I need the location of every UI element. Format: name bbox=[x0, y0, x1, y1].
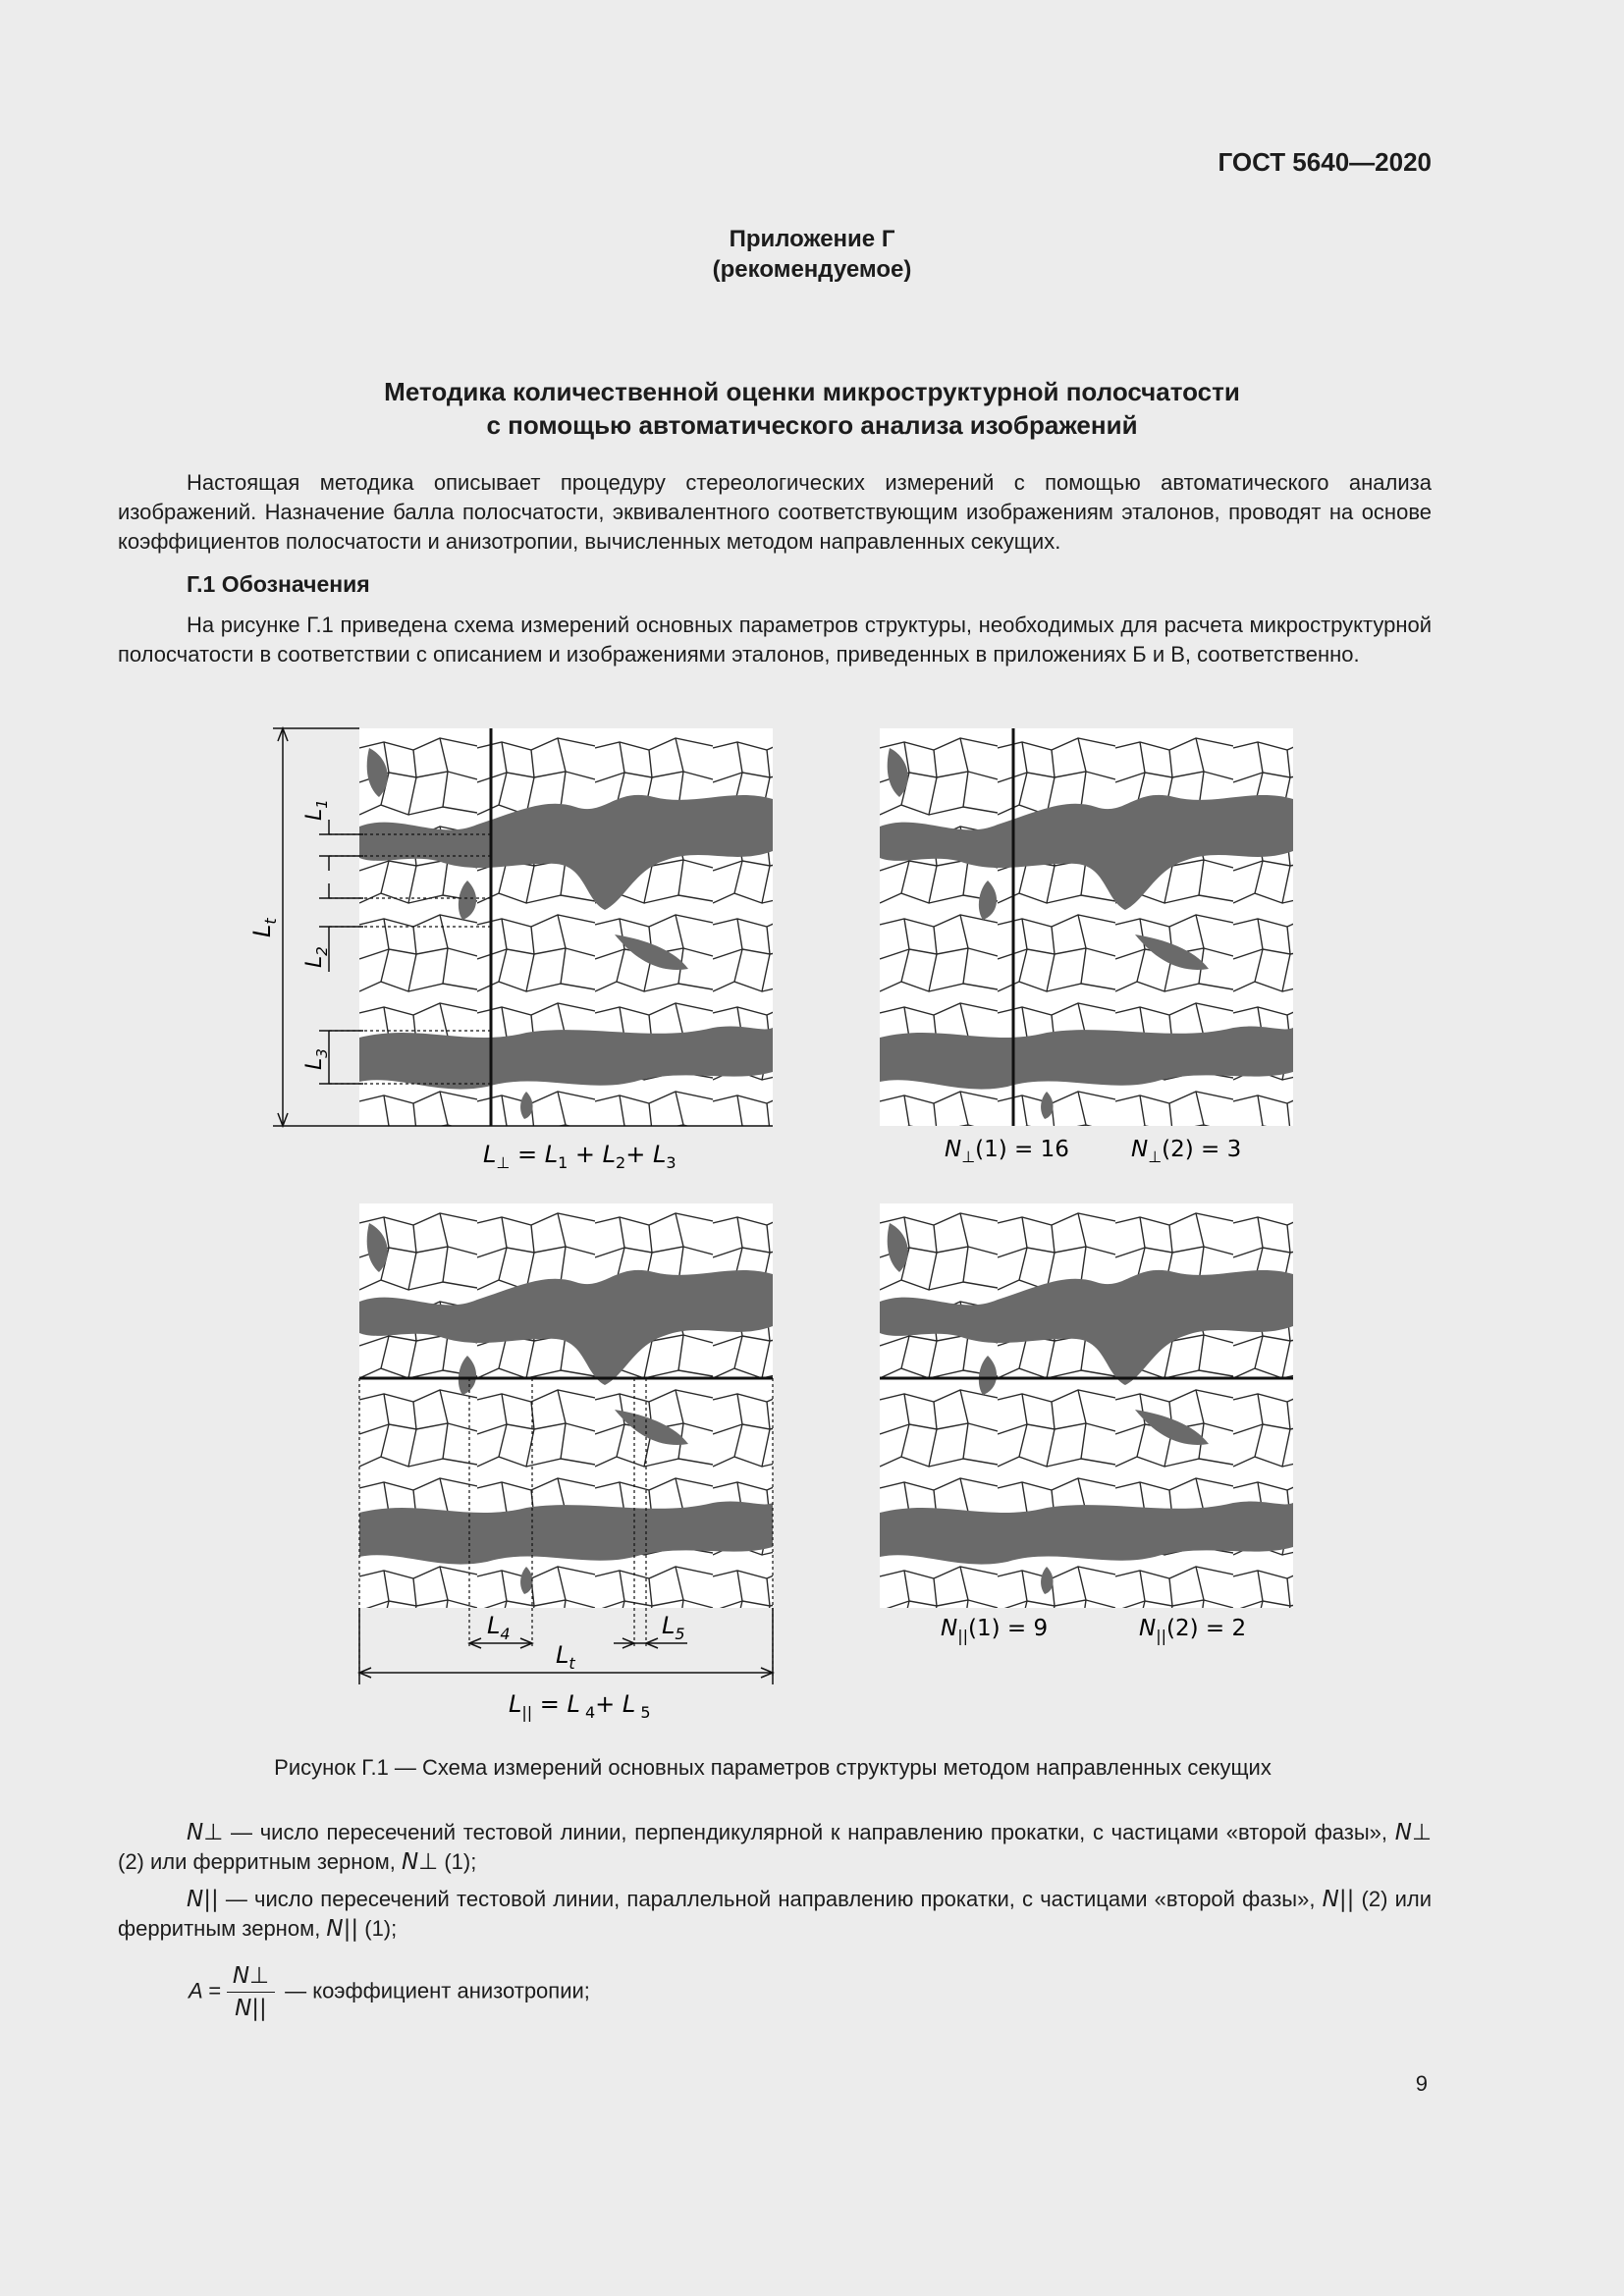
main-title-line2: с помощью автоматического анализа изображений bbox=[486, 410, 1138, 440]
document-code: ГОСТ 5640—2020 bbox=[1218, 147, 1432, 177]
micrograph-bottom-right bbox=[880, 1203, 1293, 1608]
annex-subtitle: (рекомендуемое) bbox=[712, 256, 912, 283]
formula-l-par: $L_{||} = L$ $_4$+ L $_5$ bbox=[509, 1690, 651, 1722]
anisotropy-formula bbox=[189, 1963, 590, 2021]
page-number: 9 bbox=[1415, 2071, 1428, 2096]
definition-n-perp: N⊥ — число пересечений тестовой линии, перпендикулярной к направлению прокатки, с частицами «второй фазы», N⊥ (2) или ферритным зерном, N⊥ (1); bbox=[118, 1820, 1432, 1875]
figure-caption: Рисунок Г.1 — Схема измерений основных параметров структуры методом направленных секущих bbox=[274, 1755, 1272, 1780]
label-l1: $L_1$ bbox=[302, 799, 331, 821]
formula-description: — коэффициент анизотропии; bbox=[285, 1978, 590, 2003]
label-l2: $L_2$ bbox=[302, 946, 331, 968]
label-lt-horizontal: $L_t$ bbox=[556, 1641, 575, 1673]
main-title-line1: Методика количественной оценки микроструктурной полосчатости bbox=[384, 377, 1240, 406]
formula-lhs: A = bbox=[189, 1978, 221, 2003]
formula-numerator: N⊥ bbox=[227, 1963, 275, 1993]
label-n-par-2: $N_{||}(2) = 2$ bbox=[1139, 1616, 1247, 1645]
micrograph-top-right bbox=[880, 728, 1293, 1133]
label-lt-vertical: $L_t$ bbox=[248, 918, 280, 937]
formula-l-perp: $L_\perp = L_1 + L_2+ L_3$ bbox=[483, 1141, 677, 1172]
label-l4: $L_4$ bbox=[487, 1612, 511, 1643]
label-n-perp-1: $N_\perp(1) = 16$ bbox=[945, 1137, 1069, 1166]
label-l5: $L_5$ bbox=[662, 1612, 685, 1643]
annex-title: Приложение Г bbox=[729, 226, 895, 252]
section-heading: Г.1 Обозначения bbox=[187, 571, 370, 597]
intro-paragraph: Настоящая методика описывает процедуру стереологических измерений с помощью автоматического анализа изображений. Назначение балла полосчатости, эквивалентного соответствующим изображениям эталонов, проводят на основе коэффициентов полосчатости и анизотропии, вычисленных методом направленных секущих. bbox=[118, 470, 1432, 554]
definition-n-par: N|| — число пересечений тестовой линии, параллельной направлению прокатки, с частицами «второй фазы», N|| (2) или ферритным зерном, N|| (1); bbox=[118, 1887, 1432, 1942]
label-l3: $L_3$ bbox=[302, 1048, 331, 1070]
label-n-perp-2: $N_\perp(2) = 3$ bbox=[1131, 1137, 1242, 1166]
formula-denominator: N|| bbox=[235, 1996, 267, 2021]
section-paragraph: На рисунке Г.1 приведена схема измерений основных параметров структуры, необходимых для расчета микроструктурной полосчатости в соответствии с описанием и изображениями эталонов, приведенных в приложениях Б и В, соответственно. bbox=[118, 613, 1432, 667]
micrograph-top-left bbox=[359, 728, 773, 1133]
micrograph-bottom-left bbox=[359, 1203, 773, 1608]
formula-fraction bbox=[227, 1963, 275, 2021]
label-n-par-1: $N_{||}(1) = 9$ bbox=[941, 1616, 1049, 1645]
